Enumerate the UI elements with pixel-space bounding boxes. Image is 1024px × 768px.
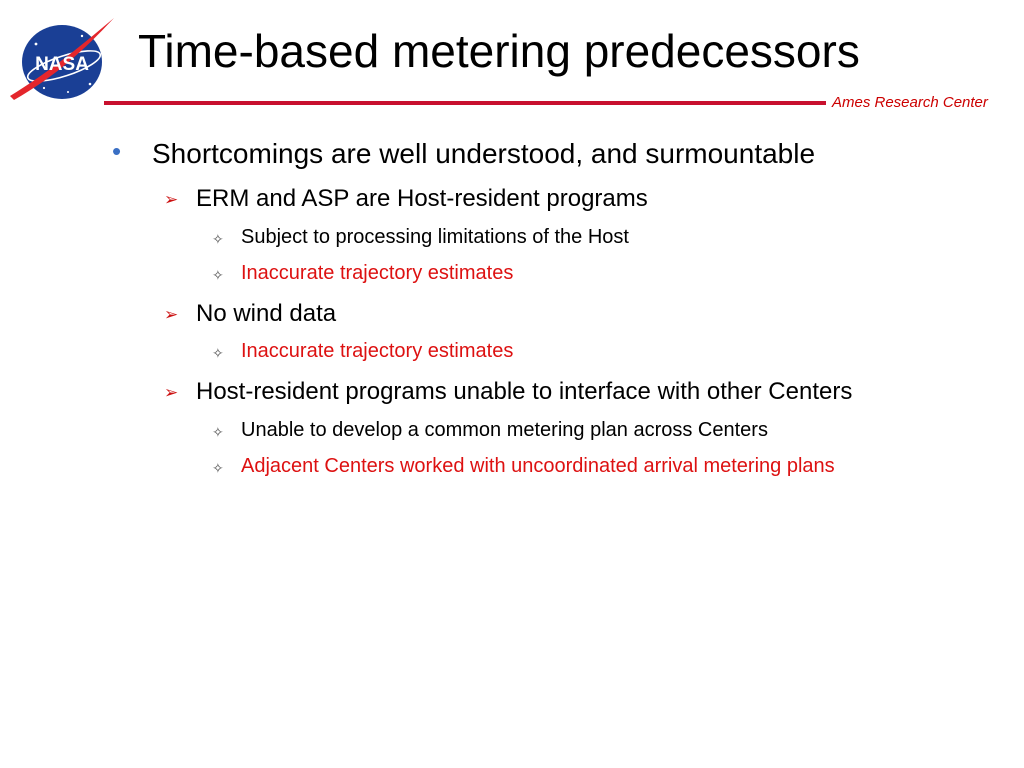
bullet-level1 (112, 138, 815, 170)
bullet-level3-highlight (212, 262, 513, 285)
bullet-text: Inaccurate trajectory estimates (241, 340, 514, 362)
bullet-text: Shortcomings are well understood, and surmountable (152, 138, 816, 169)
bullet-level3 (212, 226, 629, 249)
arrowhead-icon: ➢ (164, 383, 179, 402)
bullet-text: Host-resident programs unable to interface with other Centers (196, 378, 853, 405)
bullet-text: Inaccurate trajectory estimates (241, 262, 514, 284)
organization-label: Ames Research Center (832, 94, 988, 111)
logo-wordmark: NASA (35, 54, 89, 75)
bullet-text: Subject to processing limitations of the Host (241, 226, 629, 248)
bullet-level2 (164, 378, 852, 406)
bullet-level2 (164, 185, 648, 213)
arrowhead-icon: ➢ (164, 190, 179, 209)
bullet-level2 (164, 300, 336, 328)
sparkle-icon: ✧ (212, 345, 224, 361)
slide-title: Time-based metering predecessors (138, 25, 860, 77)
bullet-level3 (212, 419, 768, 442)
bullet-text: No wind data (196, 300, 337, 327)
arrowhead-icon: ➢ (164, 305, 179, 324)
bullet-dot-icon: • (112, 136, 122, 166)
sparkle-icon: ✧ (212, 460, 224, 476)
bullet-text: Adjacent Centers worked with uncoordinated arrival metering plans (241, 455, 835, 477)
bullet-text: ERM and ASP are Host-resident programs (196, 185, 648, 212)
sparkle-icon: ✧ (212, 267, 224, 283)
sparkle-icon: ✧ (212, 231, 224, 247)
bullet-level3-highlight (212, 455, 835, 478)
bullet-text: Unable to develop a common metering plan across Centers (241, 419, 768, 441)
bullet-level3-highlight (212, 340, 513, 363)
sparkle-icon: ✧ (212, 424, 224, 440)
